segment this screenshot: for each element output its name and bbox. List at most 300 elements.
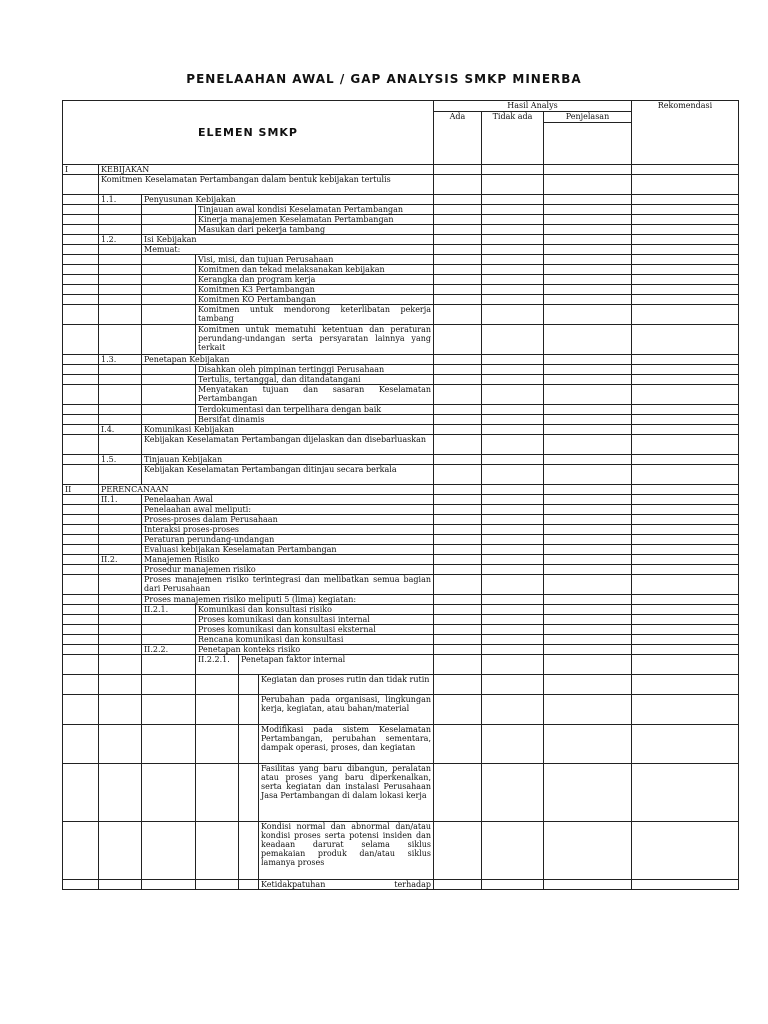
empty-cell xyxy=(63,365,99,375)
empty-cell xyxy=(142,655,196,675)
empty-cell xyxy=(63,595,99,605)
empty-cell xyxy=(632,265,739,275)
empty-cell xyxy=(632,655,739,675)
table-cell: Interaksi proses-proses xyxy=(142,525,434,535)
empty-cell xyxy=(63,655,99,675)
empty-cell xyxy=(63,435,99,455)
empty-cell xyxy=(434,455,482,465)
empty-cell xyxy=(544,245,632,255)
empty-cell xyxy=(482,265,544,275)
empty-cell xyxy=(544,615,632,625)
empty-cell xyxy=(142,205,196,215)
table-cell: Kondisi normal dan abnormal dan/atau kondisi proses serta potensi insiden dan keadaan darurat selama siklus pemakaian produk dan/atau siklus lamanya proses xyxy=(259,822,434,880)
hasil-analys-header: Hasil Analys xyxy=(434,101,632,112)
empty-cell xyxy=(434,175,482,195)
empty-cell xyxy=(434,375,482,385)
empty-cell xyxy=(63,295,99,305)
empty-cell xyxy=(482,295,544,305)
table-cell: Tinjauan Kebijakan xyxy=(142,455,434,465)
table-row xyxy=(63,565,739,575)
empty-cell xyxy=(544,235,632,245)
empty-cell xyxy=(544,595,632,605)
empty-cell xyxy=(544,455,632,465)
empty-cell xyxy=(544,575,632,595)
empty-cell xyxy=(434,880,482,890)
empty-cell xyxy=(99,295,142,305)
empty-cell xyxy=(482,575,544,595)
table-row xyxy=(63,245,739,255)
empty-cell xyxy=(63,495,99,505)
empty-cell xyxy=(632,595,739,605)
empty-cell xyxy=(142,275,196,285)
empty-cell xyxy=(544,725,632,764)
empty-cell xyxy=(63,465,99,485)
table-cell: Penelaahan Awal xyxy=(142,495,434,505)
empty-cell xyxy=(142,325,196,355)
empty-cell xyxy=(632,385,739,405)
empty-cell xyxy=(482,465,544,485)
empty-cell xyxy=(632,615,739,625)
empty-cell xyxy=(434,385,482,405)
empty-cell xyxy=(482,595,544,605)
empty-cell xyxy=(63,605,99,615)
empty-cell xyxy=(99,695,142,725)
empty-cell xyxy=(544,625,632,635)
empty-cell xyxy=(99,635,142,645)
empty-cell xyxy=(142,764,196,822)
empty-cell xyxy=(434,655,482,675)
empty-cell xyxy=(482,764,544,822)
empty-cell xyxy=(99,465,142,485)
table-row xyxy=(63,535,739,545)
empty-cell xyxy=(632,525,739,535)
empty-cell xyxy=(632,215,739,225)
table-row xyxy=(63,325,739,355)
empty-cell xyxy=(482,645,544,655)
empty-cell xyxy=(434,285,482,295)
empty-cell xyxy=(434,425,482,435)
table-cell: Komitmen KO Pertambangan xyxy=(196,295,434,305)
empty-cell xyxy=(482,165,544,175)
empty-cell xyxy=(632,725,739,764)
empty-cell xyxy=(142,695,196,725)
table-cell: Kegiatan dan proses rutin dan tidak rutin xyxy=(259,675,434,695)
table-cell: Visi, misi, dan tujuan Perusahaan xyxy=(196,255,434,265)
table-row xyxy=(63,615,739,625)
empty-cell xyxy=(434,245,482,255)
empty-cell xyxy=(99,545,142,555)
empty-cell xyxy=(239,764,259,822)
empty-cell xyxy=(482,565,544,575)
empty-cell xyxy=(632,325,739,355)
empty-cell xyxy=(482,822,544,880)
empty-cell xyxy=(482,245,544,255)
empty-cell xyxy=(434,615,482,625)
empty-cell xyxy=(99,215,142,225)
empty-cell xyxy=(434,515,482,525)
empty-cell xyxy=(632,485,739,495)
table-row xyxy=(63,385,739,405)
empty-cell xyxy=(434,225,482,235)
table-cell: 1.2. xyxy=(99,235,142,245)
empty-cell xyxy=(63,225,99,235)
empty-cell xyxy=(63,285,99,295)
empty-cell xyxy=(99,265,142,275)
empty-cell xyxy=(434,255,482,265)
empty-cell xyxy=(482,525,544,535)
empty-cell xyxy=(434,205,482,215)
empty-cell xyxy=(99,505,142,515)
empty-cell xyxy=(544,635,632,645)
empty-cell xyxy=(482,625,544,635)
empty-cell xyxy=(482,355,544,365)
table-cell: II.2.2.1. xyxy=(196,655,239,675)
empty-cell xyxy=(632,175,739,195)
table-cell: Peraturan perundang-undangan xyxy=(142,535,434,545)
table-row xyxy=(63,205,739,215)
table-cell: Isi Kebijakan xyxy=(142,235,434,245)
empty-cell xyxy=(482,675,544,695)
empty-cell xyxy=(632,405,739,415)
empty-cell xyxy=(63,265,99,275)
empty-cell xyxy=(63,615,99,625)
table-row xyxy=(63,545,739,555)
empty-cell xyxy=(196,675,239,695)
empty-cell xyxy=(99,615,142,625)
empty-cell xyxy=(482,545,544,555)
empty-cell xyxy=(434,695,482,725)
empty-cell xyxy=(632,505,739,515)
table-row xyxy=(63,645,739,655)
empty-cell xyxy=(434,235,482,245)
empty-cell xyxy=(434,545,482,555)
penjelasan-header: Penjelasan xyxy=(544,112,632,123)
table-cell: Tinjauan awal kondisi Keselamatan Pertambangan xyxy=(196,205,434,215)
empty-cell xyxy=(63,355,99,365)
empty-cell xyxy=(482,305,544,325)
empty-cell xyxy=(63,565,99,575)
empty-cell xyxy=(632,535,739,545)
empty-cell xyxy=(544,495,632,505)
empty-cell xyxy=(632,455,739,465)
empty-cell xyxy=(632,635,739,645)
empty-cell xyxy=(482,285,544,295)
table-row xyxy=(63,305,739,325)
empty-cell xyxy=(482,425,544,435)
table-cell: Proses komunikasi dan konsultasi eksternal xyxy=(196,625,434,635)
empty-cell xyxy=(632,555,739,565)
empty-cell xyxy=(544,265,632,275)
table-cell: II.2.2. xyxy=(142,645,196,655)
table-cell: II.2. xyxy=(99,555,142,565)
empty-cell xyxy=(99,525,142,535)
empty-cell xyxy=(196,695,239,725)
empty-cell xyxy=(482,255,544,265)
empty-cell xyxy=(544,425,632,435)
table-row xyxy=(63,375,739,385)
empty-cell xyxy=(544,655,632,675)
empty-cell xyxy=(239,725,259,764)
empty-cell xyxy=(434,764,482,822)
empty-cell xyxy=(544,675,632,695)
empty-cell xyxy=(63,305,99,325)
table-row xyxy=(63,695,739,725)
empty-cell xyxy=(482,655,544,675)
empty-cell xyxy=(99,245,142,255)
empty-cell xyxy=(544,255,632,265)
table-row xyxy=(63,635,739,645)
table-row xyxy=(63,425,739,435)
empty-cell xyxy=(482,515,544,525)
empty-cell xyxy=(632,435,739,455)
empty-cell xyxy=(544,375,632,385)
empty-cell xyxy=(632,295,739,305)
table-cell: Memuat: xyxy=(142,245,434,255)
empty-cell xyxy=(99,725,142,764)
empty-cell xyxy=(99,675,142,695)
empty-cell xyxy=(434,505,482,515)
empty-cell xyxy=(99,225,142,235)
table-cell: 1.3. xyxy=(99,355,142,365)
table-cell: Modifikasi pada sistem Keselamatan Pertambangan, perubahan sementara, dampak operasi, proses, dan kegiatan xyxy=(259,725,434,764)
table-cell: II xyxy=(63,485,99,495)
empty-cell xyxy=(63,205,99,215)
empty-cell xyxy=(99,625,142,635)
table-cell: Perubahan pada organisasi, lingkungan kerja, kegiatan, atau bahan/material xyxy=(259,695,434,725)
empty-cell xyxy=(63,175,99,195)
empty-cell xyxy=(632,305,739,325)
table-row xyxy=(63,255,739,265)
table-cell: KEBIJAKAN xyxy=(99,165,434,175)
empty-cell xyxy=(434,595,482,605)
empty-cell xyxy=(142,375,196,385)
empty-cell xyxy=(99,764,142,822)
empty-cell xyxy=(196,725,239,764)
empty-cell xyxy=(632,275,739,285)
empty-cell xyxy=(544,555,632,565)
empty-cell xyxy=(482,695,544,725)
empty-cell xyxy=(632,625,739,635)
empty-cell xyxy=(482,635,544,645)
empty-cell xyxy=(99,255,142,265)
empty-cell xyxy=(99,275,142,285)
empty-cell xyxy=(544,225,632,235)
empty-cell xyxy=(99,305,142,325)
tidak-ada-header: Tidak ada xyxy=(482,112,544,165)
empty-cell xyxy=(482,215,544,225)
empty-cell xyxy=(544,195,632,205)
empty-cell xyxy=(434,635,482,645)
empty-cell xyxy=(632,465,739,485)
empty-cell xyxy=(63,625,99,635)
empty-cell xyxy=(142,725,196,764)
empty-cell xyxy=(63,645,99,655)
gap-analysis-table xyxy=(62,100,739,890)
empty-cell xyxy=(142,305,196,325)
empty-cell xyxy=(63,675,99,695)
table-row xyxy=(63,195,739,205)
table-cell: Terdokumentasi dan terpelihara dengan baik xyxy=(196,405,434,415)
empty-cell xyxy=(544,205,632,215)
empty-cell xyxy=(434,415,482,425)
empty-cell xyxy=(632,605,739,615)
empty-cell xyxy=(434,405,482,415)
table-row xyxy=(63,265,739,275)
empty-cell xyxy=(434,435,482,455)
empty-cell xyxy=(632,205,739,215)
table-cell: Masukan dari pekerja tambang xyxy=(196,225,434,235)
empty-cell xyxy=(142,625,196,635)
table-row xyxy=(63,625,739,635)
empty-cell xyxy=(544,385,632,405)
table-row xyxy=(63,465,739,485)
table-row xyxy=(63,764,739,822)
empty-cell xyxy=(632,425,739,435)
table-cell: Penetapan faktor internal xyxy=(239,655,434,675)
table-row xyxy=(63,822,739,880)
empty-cell xyxy=(239,675,259,695)
table-cell: Komunikasi dan konsultasi risiko xyxy=(196,605,434,615)
rekomendasi-header: Rekomendasi xyxy=(632,101,739,165)
elemen-header: ELEMEN SMKP xyxy=(63,101,434,165)
empty-cell xyxy=(63,235,99,245)
empty-cell xyxy=(63,215,99,225)
empty-cell xyxy=(63,415,99,425)
table-row xyxy=(63,405,739,415)
table-row xyxy=(63,235,739,245)
empty-cell xyxy=(196,764,239,822)
empty-cell xyxy=(544,565,632,575)
table-cell: Evaluasi kebijakan Keselamatan Pertambangan xyxy=(142,545,434,555)
table-cell: 1.1. xyxy=(99,195,142,205)
empty-cell xyxy=(482,275,544,285)
empty-cell xyxy=(544,465,632,485)
table-row xyxy=(63,505,739,515)
empty-cell xyxy=(434,165,482,175)
table-row xyxy=(63,355,739,365)
empty-cell xyxy=(482,880,544,890)
empty-cell xyxy=(434,465,482,485)
empty-cell xyxy=(434,295,482,305)
empty-cell xyxy=(482,555,544,565)
table-cell: Komitmen dan tekad melaksanakan kebijakan xyxy=(196,265,434,275)
empty-cell xyxy=(632,225,739,235)
empty-cell xyxy=(63,575,99,595)
empty-cell xyxy=(99,365,142,375)
table-cell: Tertulis, tertanggal, dan ditandatangani xyxy=(196,375,434,385)
empty-cell xyxy=(99,535,142,545)
empty-cell xyxy=(142,295,196,305)
empty-cell xyxy=(434,565,482,575)
empty-cell xyxy=(63,255,99,265)
empty-cell xyxy=(99,385,142,405)
empty-cell xyxy=(434,195,482,205)
table-cell: II.1. xyxy=(99,495,142,505)
empty-cell xyxy=(544,305,632,325)
empty-cell xyxy=(544,285,632,295)
empty-cell xyxy=(63,725,99,764)
empty-cell xyxy=(434,275,482,285)
empty-cell xyxy=(99,645,142,655)
empty-cell xyxy=(63,325,99,355)
empty-cell xyxy=(544,215,632,225)
empty-cell xyxy=(434,625,482,635)
empty-cell xyxy=(632,575,739,595)
empty-cell xyxy=(482,415,544,425)
empty-cell xyxy=(142,365,196,375)
empty-cell xyxy=(632,245,739,255)
empty-cell xyxy=(142,255,196,265)
empty-cell xyxy=(434,555,482,565)
empty-cell xyxy=(632,365,739,375)
table-row xyxy=(63,655,739,675)
empty-cell xyxy=(632,675,739,695)
empty-cell xyxy=(99,205,142,215)
empty-cell xyxy=(544,165,632,175)
empty-cell xyxy=(632,695,739,725)
empty-cell xyxy=(482,375,544,385)
table-cell: Ketidakpatuhan terhadap xyxy=(259,880,434,890)
empty-cell xyxy=(63,245,99,255)
empty-cell xyxy=(63,764,99,822)
table-row xyxy=(63,415,739,425)
empty-cell xyxy=(544,695,632,725)
table-cell: Menyatakan tujuan dan sasaran Keselamatan Pertambangan xyxy=(196,385,434,405)
table-cell: Komitmen K3 Pertambangan xyxy=(196,285,434,295)
empty-cell xyxy=(63,375,99,385)
empty-cell xyxy=(434,535,482,545)
empty-cell xyxy=(482,605,544,615)
empty-cell xyxy=(99,325,142,355)
empty-cell xyxy=(434,525,482,535)
empty-cell xyxy=(239,880,259,890)
empty-cell xyxy=(99,605,142,615)
empty-cell xyxy=(544,545,632,555)
empty-cell xyxy=(632,165,739,175)
table-row xyxy=(63,365,739,375)
empty-cell xyxy=(544,325,632,355)
empty-cell xyxy=(544,405,632,415)
empty-cell xyxy=(434,605,482,615)
table-row xyxy=(63,555,739,565)
empty-cell xyxy=(239,695,259,725)
empty-cell xyxy=(482,485,544,495)
table-cell: Bersifat dinamis xyxy=(196,415,434,425)
empty-cell xyxy=(544,275,632,285)
empty-cell xyxy=(99,415,142,425)
table-row xyxy=(63,675,739,695)
empty-cell xyxy=(99,565,142,575)
penjelasan-header-blank xyxy=(544,123,632,165)
table-cell: Rencana komunikasi dan konsultasi xyxy=(196,635,434,645)
empty-cell xyxy=(632,565,739,575)
empty-cell xyxy=(632,235,739,245)
empty-cell xyxy=(63,555,99,565)
empty-cell xyxy=(99,655,142,675)
document-title: PENELAAHAN AWAL / GAP ANALYSIS SMKP MINERBA xyxy=(186,72,582,86)
table-cell: Komitmen untuk mematuhi ketentuan dan peraturan perundang-undangan serta persyaratan lainnya yang terkait xyxy=(196,325,434,355)
empty-cell xyxy=(99,435,142,455)
table-row xyxy=(63,215,739,225)
empty-cell xyxy=(434,645,482,655)
empty-cell xyxy=(434,822,482,880)
empty-cell xyxy=(434,485,482,495)
empty-cell xyxy=(63,195,99,205)
empty-cell xyxy=(482,235,544,245)
empty-cell xyxy=(544,535,632,545)
table-row xyxy=(63,455,739,465)
empty-cell xyxy=(63,535,99,545)
